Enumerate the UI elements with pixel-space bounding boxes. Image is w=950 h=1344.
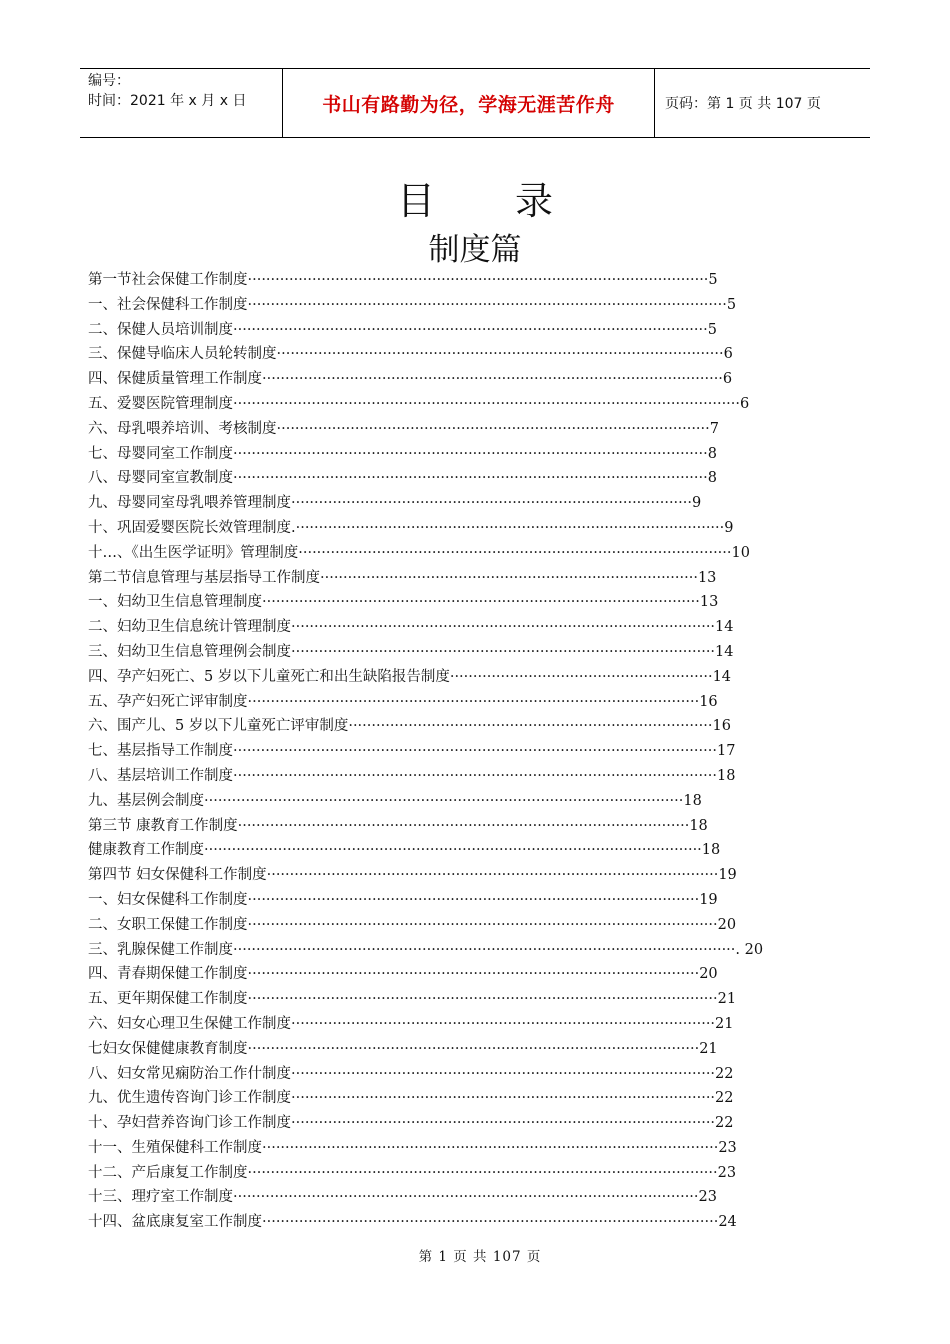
toc-leader-dots: ·································································································· xyxy=(247,966,700,983)
toc-leader-dots: ·································································································· xyxy=(266,867,719,884)
toc-entry-page: 18 xyxy=(689,817,708,834)
toc-row[interactable] xyxy=(88,615,848,640)
toc-entry-label: 十四、盆底康复室工作制度 xyxy=(88,1214,262,1231)
toc-entry-label: 第四节 妇女保健科工作制度 xyxy=(88,867,267,884)
toc-leader-dots: ·································································································· xyxy=(247,693,700,710)
toc-entry-page: 6 xyxy=(722,371,733,388)
toc-leader-dots: ···························································································· xyxy=(291,1090,716,1107)
toc-row[interactable] xyxy=(88,1136,848,1161)
toc-entry-label: 十三、理疗室工作制度 xyxy=(88,1189,233,1206)
toc-row[interactable] xyxy=(88,962,848,987)
header-meta-cell xyxy=(80,69,283,137)
toc-entry-label: 健康教育工作制度 xyxy=(88,842,204,859)
toc-entry-page: 21 xyxy=(717,991,737,1008)
page-info: 页码：第 1 页 共 107 页 xyxy=(665,96,821,112)
toc-entry-label: 五、更年期保健工作制度 xyxy=(88,991,248,1008)
toc-entry-label: 六、围产儿、5 岁以下儿童死亡评审制度 xyxy=(88,718,349,735)
toc-row[interactable] xyxy=(88,764,848,789)
toc-leader-dots: ·································································································· xyxy=(247,891,700,908)
toc-entry-page: 22 xyxy=(715,1065,734,1082)
toc-entry-label: 二、妇幼卫生信息统计管理制度 xyxy=(88,619,291,636)
toc-entry-label: 三、乳腺保健工作制度 xyxy=(88,941,233,958)
toc-row[interactable] xyxy=(88,1210,848,1235)
toc-entry-label: 第三节 康教育工作制度 xyxy=(88,817,238,834)
toc-leader-dots: ······························································································ xyxy=(276,420,710,437)
toc-entry-page: 17 xyxy=(716,743,736,760)
toc-entry-label: 九、母婴同室母乳喂养管理制度 xyxy=(88,495,291,512)
toc-entry-page: 21 xyxy=(699,1040,718,1057)
toc-leader-dots: ·································································································· xyxy=(237,817,690,834)
toc-leader-dots: ·································································································· xyxy=(247,1040,700,1057)
toc-entry-page: 8 xyxy=(707,445,717,462)
toc-leader-dots: ·················································································· xyxy=(320,569,698,586)
toc-entry-page: 5 xyxy=(708,272,718,288)
toc-entry-page: 14 xyxy=(715,619,734,636)
page-title: 目录 xyxy=(396,179,633,223)
toc-entry-label: 二、女职工保健工作制度 xyxy=(88,916,248,933)
toc-entry-label: 一、社会保健科工作制度 xyxy=(88,296,248,313)
toc-entry-page: 14 xyxy=(712,668,732,685)
toc-entry-page: 22 xyxy=(715,1090,734,1107)
toc-entry-page: 23 xyxy=(717,1164,737,1181)
toc-entry-label: 三、妇幼卫生信息管理例会制度 xyxy=(88,643,291,660)
toc-row[interactable] xyxy=(88,442,848,467)
time-label: 时间：2021 年 x 月 x 日 xyxy=(88,93,247,109)
toc-entry-page: 8 xyxy=(707,470,717,487)
toc-leader-dots: ···································································································· xyxy=(247,272,709,288)
toc-entry-label: 一、妇幼卫生信息管理制度 xyxy=(88,594,262,611)
toc-entry-label: 三、保健导临床人员轮转制度 xyxy=(88,346,277,363)
toc-row[interactable] xyxy=(88,318,848,343)
toc-row[interactable] xyxy=(88,491,848,516)
toc-entry-page: 24 xyxy=(718,1214,737,1231)
toc-row[interactable] xyxy=(88,466,848,491)
toc-entry-page: 5 xyxy=(726,296,737,313)
toc-row[interactable] xyxy=(88,789,848,814)
toc-row[interactable] xyxy=(88,714,848,739)
toc-leader-dots: ···························································································· xyxy=(291,619,716,636)
toc-row[interactable] xyxy=(88,1086,848,1111)
toc-leader-dots: ···························································································· xyxy=(291,1065,716,1082)
toc-entry-label: 七、基层指导工作制度 xyxy=(88,743,233,760)
toc-entry-page: 14 xyxy=(715,643,734,660)
toc-entry-label: 六、母乳喂养培训、考核制度 xyxy=(88,420,277,437)
toc-entry-label: 四、孕产妇死亡、5 岁以下儿童死亡和出生缺陷报告制度 xyxy=(88,668,450,685)
toc-entry-label: 五、孕产妇死亡评审制度 xyxy=(88,693,248,710)
page-subtitle: 制度篇 xyxy=(428,232,522,268)
toc-entry-label: 七、母婴同室工作制度 xyxy=(88,445,233,462)
toc-leader-dots: ·············································································································· xyxy=(233,395,741,412)
toc-row[interactable] xyxy=(88,665,848,690)
toc-row[interactable] xyxy=(88,541,848,566)
toc-leader-dots: ······································································································ xyxy=(247,991,718,1008)
toc-leader-dots: ························································· xyxy=(449,668,713,685)
toc-entry-page: 18 xyxy=(683,792,702,809)
toc-leader-dots: ···································································································· xyxy=(262,371,723,388)
toc-entry-label: 七妇女保健健康教育制度 xyxy=(88,1040,248,1057)
toc-entry-page: 18 xyxy=(701,842,721,859)
toc-leader-dots: ···························································································· xyxy=(291,643,716,660)
toc-entry-page: 16 xyxy=(699,693,718,710)
toc-row[interactable] xyxy=(88,987,848,1012)
toc-leader-dots: ······················································································· xyxy=(291,495,692,512)
toc-entry-page: 16 xyxy=(712,718,731,735)
toc-row[interactable] xyxy=(88,739,848,764)
toc-entry-label: 十一、生殖保健科工作制度 xyxy=(88,1139,262,1156)
toc-row[interactable] xyxy=(88,1111,848,1136)
toc-entry-page: 21 xyxy=(715,1015,734,1032)
toc-row[interactable] xyxy=(88,516,848,541)
toc-row[interactable] xyxy=(88,293,848,318)
toc-entry-page: 6 xyxy=(723,346,733,363)
toc-entry-page: 19 xyxy=(699,891,718,908)
toc-leader-dots: ············································································································ xyxy=(204,842,702,859)
toc-leader-dots: ····························································································· xyxy=(295,519,725,536)
toc-entry-label: 六、妇女心理卫生保健工作制度 xyxy=(88,1015,291,1032)
toc-entry-page: 19 xyxy=(718,867,737,884)
toc-row[interactable] xyxy=(88,1037,848,1062)
toc-leader-dots: ······························································································· xyxy=(262,594,700,611)
toc-entry-label: 八、基层培训工作制度 xyxy=(88,767,233,784)
toc-entry-label: 八、母婴同室宣教制度 xyxy=(88,470,233,487)
toc-entry-label: 二、保健人员培训制度 xyxy=(88,321,233,338)
toc-entry-page: 20 xyxy=(717,916,737,933)
toc-entry-page: 6 xyxy=(740,395,750,412)
toc-leader-dots: ······································································································· xyxy=(233,321,708,338)
toc-row[interactable] xyxy=(88,417,848,442)
toc-entry-page: 13 xyxy=(697,569,717,586)
toc-entry-label: 九、优生遗传咨询门诊工作制度 xyxy=(88,1090,291,1107)
toc-entry-label: 九、基层例会制度 xyxy=(88,792,204,809)
toc-row[interactable] xyxy=(88,938,848,963)
toc-entry-page: 10 xyxy=(731,544,750,561)
toc-entry-page: 23 xyxy=(718,1139,737,1156)
toc-row[interactable] xyxy=(88,838,848,863)
toc-entry-page: 9 xyxy=(724,519,734,536)
toc-row[interactable] xyxy=(88,1161,848,1186)
toc-leader-dots: ···························································································· xyxy=(291,1115,716,1132)
toc-entry-label: 十、孕妇营养咨询门诊工作制度 xyxy=(88,1115,291,1132)
number-label: 编号： xyxy=(88,73,130,89)
toc-leader-dots: ······································································································ xyxy=(247,916,718,933)
toc-entry-page: 9 xyxy=(692,495,702,512)
toc-row[interactable] xyxy=(88,590,848,615)
toc-leader-dots: ····································································································· xyxy=(233,1189,699,1206)
toc-leader-dots: ··············································································· xyxy=(348,718,713,735)
toc-row[interactable] xyxy=(88,1012,848,1037)
toc-row[interactable] xyxy=(88,1062,848,1087)
toc-leader-dots: ······································································································· xyxy=(233,445,708,462)
toc-row[interactable] xyxy=(88,888,848,913)
toc-leader-dots: ··································································································· xyxy=(262,1139,719,1156)
toc-entry-label: 四、青春期保健工作制度 xyxy=(88,966,248,983)
toc-leader-dots: ······································································································· xyxy=(233,470,708,487)
toc-leader-dots: ············································································································· xyxy=(233,941,736,958)
toc-entry-label: 八、妇女常见痫防治工作什制度 xyxy=(88,1065,291,1082)
toc-entry-label: 五、爱婴医院管理制度 xyxy=(88,395,233,412)
toc-entry-page: 22 xyxy=(715,1115,734,1132)
toc-entry-label: 十…、《出生医学证明》管理制度 xyxy=(88,544,299,561)
toc-leader-dots: ········································································································ xyxy=(247,296,727,313)
table-of-contents xyxy=(88,268,848,1235)
toc-row[interactable] xyxy=(88,566,848,591)
toc-entry-page: 20 xyxy=(699,966,718,983)
page-footer: 第 1 页 共 107 页 xyxy=(418,1249,542,1265)
toc-entry-page: 18 xyxy=(716,767,736,784)
toc-row[interactable] xyxy=(88,1185,848,1210)
toc-entry-page: 23 xyxy=(698,1189,717,1206)
toc-entry-page: 13 xyxy=(699,594,719,611)
toc-entry-page: 5 xyxy=(707,321,717,338)
toc-leader-dots: ······································································································ xyxy=(247,1164,718,1181)
toc-entry-label: 十、巩固爱婴医院长效管理制度. xyxy=(88,519,296,536)
toc-row[interactable] xyxy=(88,690,848,715)
toc-leader-dots: ······························································································ xyxy=(298,544,732,561)
toc-row[interactable] xyxy=(88,392,848,417)
toc-entry-label: 四、保健质量管理工作制度 xyxy=(88,371,262,388)
toc-entry-page: . 20 xyxy=(735,941,764,958)
toc-row[interactable] xyxy=(88,367,848,392)
toc-leader-dots: ································································································· xyxy=(276,346,724,363)
toc-entry-label: 第一节社会保健工作制度 xyxy=(88,272,248,288)
header-table xyxy=(80,68,870,138)
toc-leader-dots: ···························································································· xyxy=(291,1015,716,1032)
toc-leader-dots: ··································································································· xyxy=(262,1214,719,1231)
toc-row[interactable] xyxy=(88,268,848,293)
toc-row[interactable] xyxy=(88,913,848,938)
toc-entry-label: 十二、产后康复工作制度 xyxy=(88,1164,248,1181)
toc-row[interactable] xyxy=(88,814,848,839)
toc-row[interactable] xyxy=(88,863,848,888)
toc-row[interactable] xyxy=(88,640,848,665)
toc-entry-page: 7 xyxy=(709,420,719,437)
toc-leader-dots: ········································································································· xyxy=(233,767,717,784)
toc-entry-label: 第二节信息管理与基层指导工作制度 xyxy=(88,569,320,586)
toc-entry-label: 一、妇女保健科工作制度 xyxy=(88,891,248,908)
motto: 书山有路勤为径，学海无涯苦作舟 xyxy=(283,69,655,137)
toc-leader-dots: ········································································································· xyxy=(233,743,717,760)
toc-leader-dots: ········································································································ xyxy=(204,792,684,809)
toc-row[interactable] xyxy=(88,342,848,367)
